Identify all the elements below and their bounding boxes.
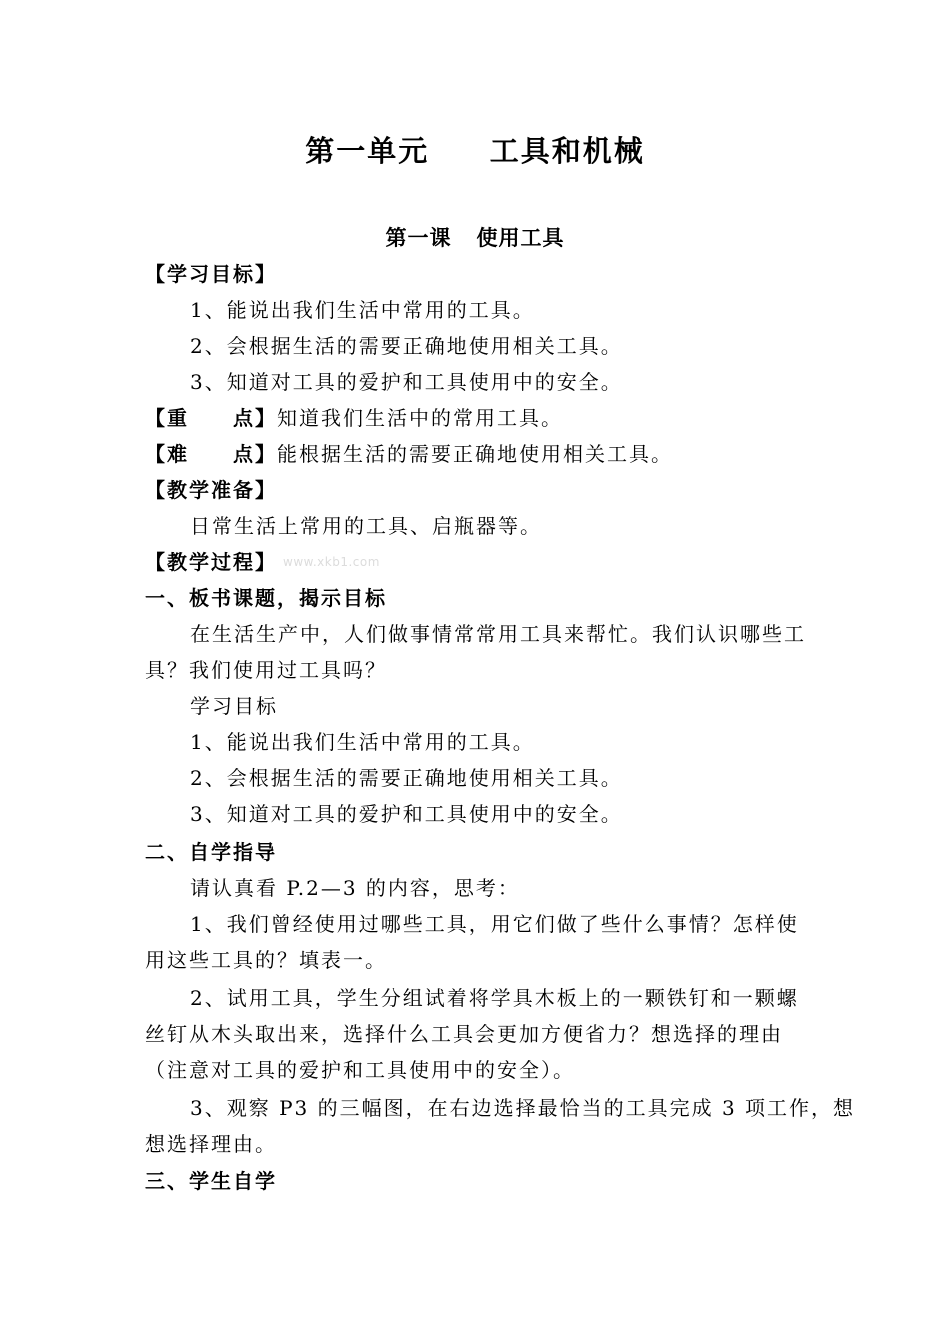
question-2-line: （注意对工具的爱护和工具使用中的安全）。 [145,1058,575,1082]
question-1-line: 用这些工具的？填表一。 [145,948,387,972]
section1-objective-item: 2、会根据生活的需要正确地使用相关工具。 [190,766,623,790]
objective-item: 2、会根据生活的需要正确地使用相关工具。 [190,334,623,358]
objective-item: 3、知道对工具的爱护和工具使用中的安全。 [190,370,623,394]
prep-text: 日常生活上常用的工具、启瓶器等。 [190,514,542,538]
section1-objective-item: 1、能说出我们生活中常用的工具。 [190,730,535,754]
section2-heading: 二、自学指导 [145,840,277,864]
lesson-title: 第一课 使用工具 [385,226,565,250]
difficulty-row [145,440,673,468]
prep-heading: 【教学准备】 [145,478,277,502]
section1-paragraph-line: 具？我们使用过工具吗？ [145,658,387,682]
question-3-line: 想选择理由。 [145,1132,277,1156]
question-3-line: 3、观察 P3 的三幅图，在右边选择最恰当的工具完成 3 项工作，想 [190,1096,856,1120]
unit-title: 第一单元 工具和机械 [305,134,645,168]
process-heading: 【教学过程】 [145,550,277,574]
question-2-line: 2、试用工具，学生分组试着将学具木板上的一颗铁钉和一颗螺 [190,986,799,1010]
difficulty-text: 能根据生活的需要正确地使用相关工具。 [277,442,673,466]
section1-heading: 一、板书课题，揭示目标 [145,586,387,610]
objectives-heading: 【学习目标】 [145,262,277,286]
key-point-label: 【重 点】 [145,406,277,430]
watermark: www.xkb1.com [283,555,380,569]
section1-paragraph-line: 在生活生产中，人们做事情常常用工具来帮忙。我们认识哪些工 [190,622,806,646]
section1-objectives-label: 学习目标 [190,694,278,718]
question-1-line: 1、我们曾经使用过哪些工具，用它们做了些什么事情？怎样使 [190,912,799,936]
key-point-row [145,404,563,432]
section3-heading: 三、学生自学 [145,1169,277,1193]
section2-intro: 请认真看 P.2—3 的内容，思考： [190,876,520,900]
key-point-text: 知道我们生活中的常用工具。 [277,406,563,430]
section1-objective-item: 3、知道对工具的爱护和工具使用中的安全。 [190,802,623,826]
question-2-line: 丝钉从木头取出来，选择什么工具会更加方便省力？想选择的理由 [145,1022,783,1046]
difficulty-label: 【难 点】 [145,442,277,466]
objective-item: 1、能说出我们生活中常用的工具。 [190,298,535,322]
